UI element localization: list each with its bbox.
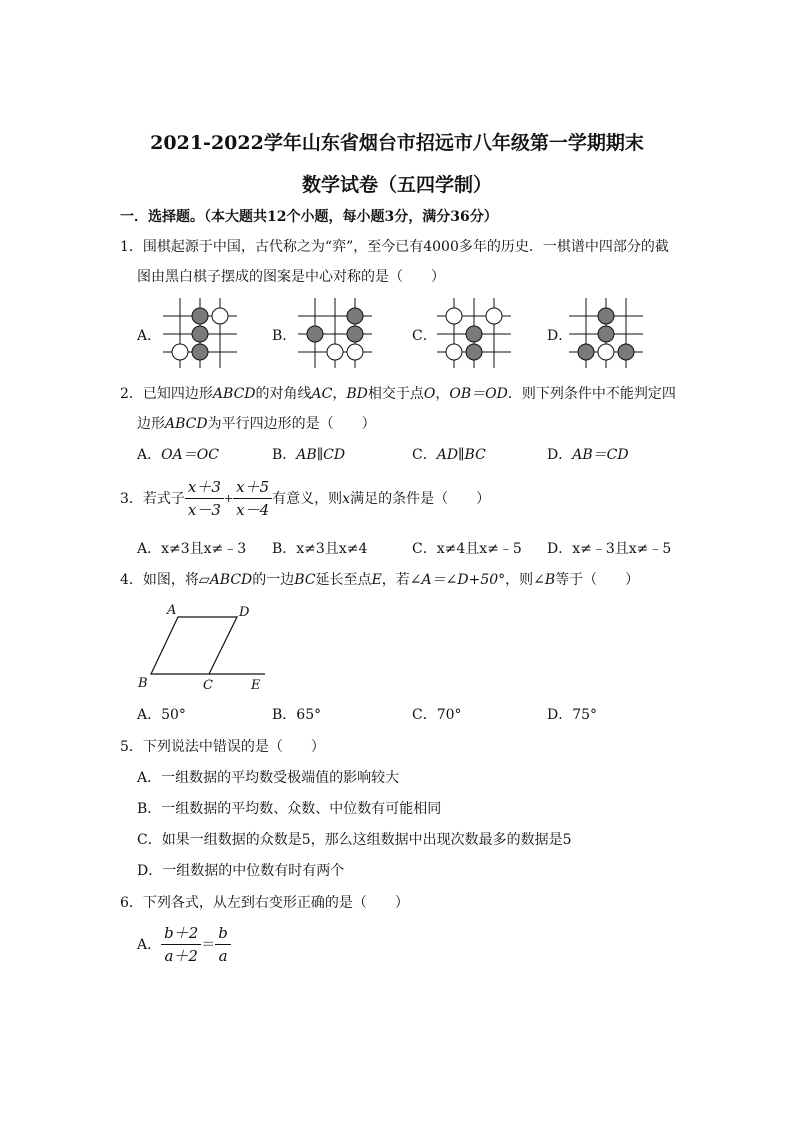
black-stone bbox=[598, 326, 614, 342]
label-a: A bbox=[167, 603, 177, 618]
q4-option-b: B．65° bbox=[272, 707, 322, 723]
q4-option-d: D．75° bbox=[547, 707, 598, 723]
q3-fraction-2: $\frac{x+5}{x-4}$ bbox=[233, 478, 272, 519]
q3-option-b: B．x≠3且x≠4 bbox=[272, 541, 368, 557]
white-stone bbox=[172, 344, 188, 360]
q5-option-c: C．如果一组数据的众数是5，那么这组数据中出现次数最多的数据是5 bbox=[137, 832, 572, 848]
black-stone bbox=[347, 308, 363, 324]
page-title-line1: 2021-2022学年山东省烟台市招远市八年级第一学期期末 bbox=[150, 132, 644, 154]
white-stone bbox=[446, 344, 462, 360]
label-c: C bbox=[203, 678, 213, 693]
go-board-c-figure bbox=[437, 298, 511, 368]
q5-option-b: B．一组数据的平均数、众数、中位数有可能相同 bbox=[137, 801, 442, 817]
q1-option-d-label: D． bbox=[547, 328, 573, 344]
black-stone bbox=[192, 344, 208, 360]
black-stone bbox=[578, 344, 594, 360]
q3-option-c: C．x≠4且x≠﹣5 bbox=[412, 541, 522, 557]
white-stone bbox=[598, 344, 614, 360]
q3-option-d: D．x≠﹣3且x≠﹣5 bbox=[547, 541, 672, 557]
black-stone bbox=[466, 326, 482, 342]
q5-option-a: A．一组数据的平均数受极端值的影响较大 bbox=[137, 770, 400, 786]
page-title-line2: 数学试卷（五四学制） bbox=[301, 174, 492, 196]
go-board-b-figure bbox=[298, 298, 372, 368]
q3-option-a: A．x≠3且x≠﹣3 bbox=[137, 541, 247, 557]
q4-text: 4．如图，将▱ABCD的一边BC延长至点E，若∠A＝∠D+50°，则∠B等于（ ） bbox=[120, 572, 640, 588]
label-e: E bbox=[251, 678, 261, 693]
q1-text-line2: 图由黑白棋子摆成的图案是中心对称的是（ ） bbox=[137, 269, 445, 285]
q3-fraction-1: $\frac{x+3}{x-3}$ bbox=[185, 478, 224, 519]
q2-option-a: A．OA＝OC bbox=[137, 447, 219, 463]
white-stone bbox=[327, 344, 343, 360]
black-stone bbox=[598, 308, 614, 324]
q5-stem: 5．下列说法中错误的是（ ） bbox=[120, 739, 325, 755]
q2-text-line1: 2．已知四边形ABCD的对角线AC，BD相交于点O，OB＝OD．则下列条件中不能判定四 bbox=[120, 386, 676, 402]
q1-option-b-label: B． bbox=[272, 328, 297, 344]
section-heading: 一．选择题。（本大题共12个小题，每小题3分，满分36分） bbox=[120, 209, 498, 225]
q4-option-a: A．50° bbox=[137, 707, 186, 723]
q1-option-c-label: C． bbox=[412, 328, 437, 344]
q3-text: 3．若式子 $\frac{x+3}{x-3}$ + $\frac{x+5}{x-4}$ 有意义，则 x 满足的条件是（ ） bbox=[120, 478, 491, 519]
q6-stem: 6．下列各式，从左到右变形正确的是（ ） bbox=[120, 895, 409, 911]
q2-option-b: B．AB∥CD bbox=[272, 447, 346, 463]
black-stone bbox=[192, 308, 208, 324]
white-stone bbox=[347, 344, 363, 360]
black-stone bbox=[307, 326, 323, 342]
q1-option-a-label: A． bbox=[137, 328, 162, 344]
q1-text-line1: 1．围棋起源于中国，古代称之为“弈”，至今已有4000多年的历史．一棋谱中四部分的截 bbox=[120, 239, 669, 255]
white-stone bbox=[486, 308, 502, 324]
q2-text-line2: 边形ABCD为平行四边形的是（ ） bbox=[137, 416, 376, 432]
black-stone bbox=[618, 344, 634, 360]
label-b: B bbox=[138, 676, 148, 691]
go-board-d-figure bbox=[569, 298, 643, 368]
black-stone bbox=[192, 326, 208, 342]
label-d: D bbox=[239, 605, 250, 620]
q6-option-a-right-fraction: $\frac{b}{a}$ bbox=[215, 924, 231, 965]
q6-option-a: A． $\frac{b+2}{a+2}$ ＝ $\frac{b}{a}$ bbox=[137, 924, 231, 965]
q2-option-c: C．AD∥BC bbox=[412, 447, 486, 463]
black-stone bbox=[466, 344, 482, 360]
go-board-a-figure bbox=[163, 298, 237, 368]
q5-option-d: D．一组数据的中位数有时有两个 bbox=[137, 863, 345, 879]
white-stone bbox=[446, 308, 462, 324]
white-stone bbox=[212, 308, 228, 324]
parallelogram-figure bbox=[135, 600, 275, 695]
q6-option-a-left-fraction: $\frac{b+2}{a+2}$ bbox=[161, 924, 201, 965]
black-stone bbox=[347, 326, 363, 342]
parallelogram-abcd bbox=[151, 617, 237, 674]
q4-option-c: C．70° bbox=[412, 707, 462, 723]
q2-option-d: D．AB＝CD bbox=[547, 447, 629, 463]
